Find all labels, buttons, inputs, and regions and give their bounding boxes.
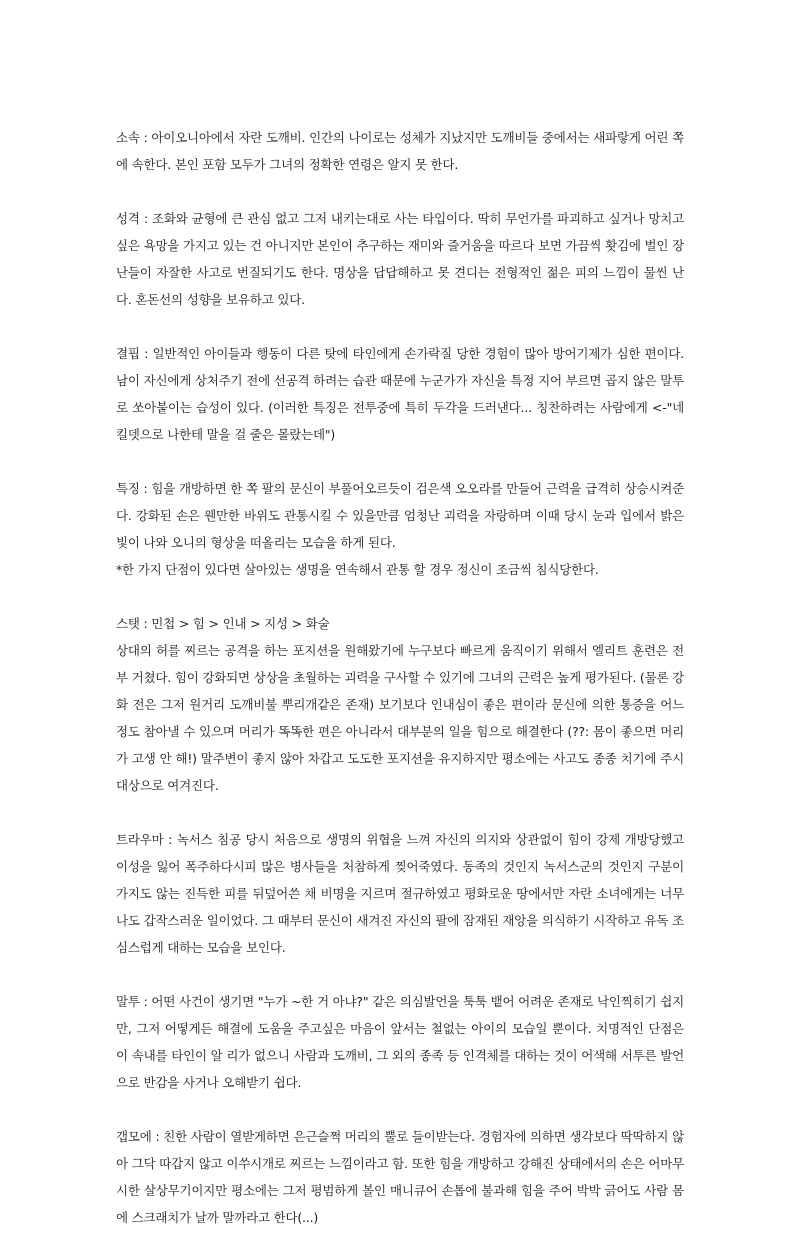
document-page	[116, 124, 684, 1258]
paragraph-affiliation: 소속 : 아이오니아에서 자란 도깨비. 인간의 나이로는 성체가 지났지만 도깨비들 중에서는 새파랗게 어린 쪽에 속한다. 본인 포함 모두가 그녀의 정확한 연령은 알지 못 한다.	[116, 130, 684, 172]
section-trauma	[116, 826, 684, 961]
section-personality	[116, 205, 684, 313]
paragraph-gap-moe: 갭모에 : 친한 사람이 열받게하면 은근슬쩍 머리의 뿔로 들이받는다. 경험자에 의하면 생각보다 딱딱하지 않아 그닥 따갑지 않고 이쑤시개로 찌르는 느낌이라고 함. 또한 힘을 개방하고 강해진 상태에서의 손은 어마무시한 살상무기이지만 평소에는 그저 평범하게 볼인 매니큐어 손톱에 불과해 힘을 주어 박박 긁어도 사람 몸에 스크래치가 날까 말까라고 한다(...)	[116, 1129, 684, 1225]
section-gap-moe	[116, 1123, 684, 1231]
section-trait	[116, 475, 684, 583]
paragraph-trait-note: *한 가지 단점이 있다면 살아있는 생명을 연속해서 관통 할 경우 정신이 조금씩 침식당한다.	[116, 562, 599, 577]
section-speech	[116, 988, 684, 1096]
paragraph-trauma: 트라우마 : 녹서스 침공 당시 처음으로 생명의 위협을 느껴 자신의 의지와 상관없이 힘이 강제 개방당했고 이성을 잃어 폭주하다시피 많은 병사들을 처참하게 찢어죽였다. 동족의 것인지 녹서스군의 것인지 구분이 가지도 않는 진득한 피를 뒤덮어쓴 채 비명을 지르며 절규하였고 평화로운 땅에서만 자란 소녀에게는 너무나도 갑작스러운 일이었다. 그 때부터 문신이 새겨진 자신의 팔에 잠재된 재앙을 의식하기 시작하고 유독 조심스럽게 대하는 모습을 보인다.	[116, 832, 684, 955]
paragraph-stats-detail: 상대의 허를 찌르는 공격을 하는 포지션을 원해왔기에 누구보다 빠르게 움직이기 위해서 엘리트 훈련은 전부 거쳤다. 힘이 강화되면 상상을 초월하는 괴력을 구사할 수 있기에 그녀의 근력은 높게 평가된다. (물론 강화 전은 그저 원거리 도깨비불 뿌리개같은 존재) 보기보다 인내심이 좋은 편이라 문신에 의한 통증을 어느정도 참아낼 수 있으며 머리가 똑똑한 편은 아니라서 대부분의 일을 힘으로 해결한다 (??: 몸이 좋으면 머리가 고생 안 해!) 말주변이 좋지 않아 차갑고 도도한 포지션을 유지하지만 평소에는 사고도 종종 치기에 주시대상으로 여겨진다.	[116, 643, 684, 793]
paragraph-speech: 말투 : 어떤 사건이 생기면 "누가 ~한 거 아냐?" 같은 의심발언을 툭툭 뱉어 어려운 존재로 낙인찍히기 쉽지만, 그저 어떻게든 해결에 도움을 주고싶은 마음이 앞서는 철없는 아이의 모습일 뿐이다. 치명적인 단점은 이 속내를 타인이 알 리가 없으니 사람과 도깨비, 그 외의 종족 등 인격체를 대하는 것이 어색해 서투른 발언으로 반감을 사거나 오해받기 쉽다.	[116, 994, 684, 1090]
paragraph-stats-order: 스탯 : 민첩 > 힘 > 인내 > 지성 > 화술	[116, 616, 330, 631]
section-affiliation	[116, 124, 684, 178]
section-flaw	[116, 340, 684, 448]
paragraph-personality: 성격 : 조화와 균형에 큰 관심 없고 그저 내키는대로 사는 타입이다. 딱히 무언가를 파괴하고 싶거나 망치고 싶은 욕망을 가지고 있는 건 아니지만 본인이 추구하는 재미와 즐거움을 따르다 보면 가끔씩 홧김에 벌인 장난들이 자잘한 사고로 번질되기도 한다. 명상을 답답해하고 못 견디는 전형적인 젊은 피의 느낌이 물씬 난다. 혼돈선의 성향을 보유하고 있다.	[116, 211, 684, 307]
paragraph-trait: 특징 : 힘을 개방하면 한 쪽 팔의 문신이 부풀어오르듯이 검은색 오오라를 만들어 근력을 급격히 상승시켜준다. 강화된 손은 웬만한 바위도 관통시킬 수 있을만큼 엄청난 괴력을 자랑하며 이때 당시 눈과 입에서 밝은 빛이 나와 오니의 형상을 떠올리는 모습을 하게 된다.	[116, 481, 684, 550]
section-stats	[116, 610, 684, 799]
paragraph-flaw: 결핍 : 일반적인 아이들과 행동이 다른 탓에 타인에게 손가락질 당한 경험이 많아 방어기제가 심한 편이다. 남이 자신에게 상처주기 전에 선공격 하려는 습관 때문에 누군가가 자신을 특정 지어 부르면 곱지 않은 말투로 쏘아붙이는 습성이 있다. (이러한 특징은 전투중에 특히 두각을 드러낸다... 칭찬하려는 사람에게 <-"네 킬뎃으로 나한테 말을 걸 줄은 몰랐는데")	[116, 346, 684, 442]
